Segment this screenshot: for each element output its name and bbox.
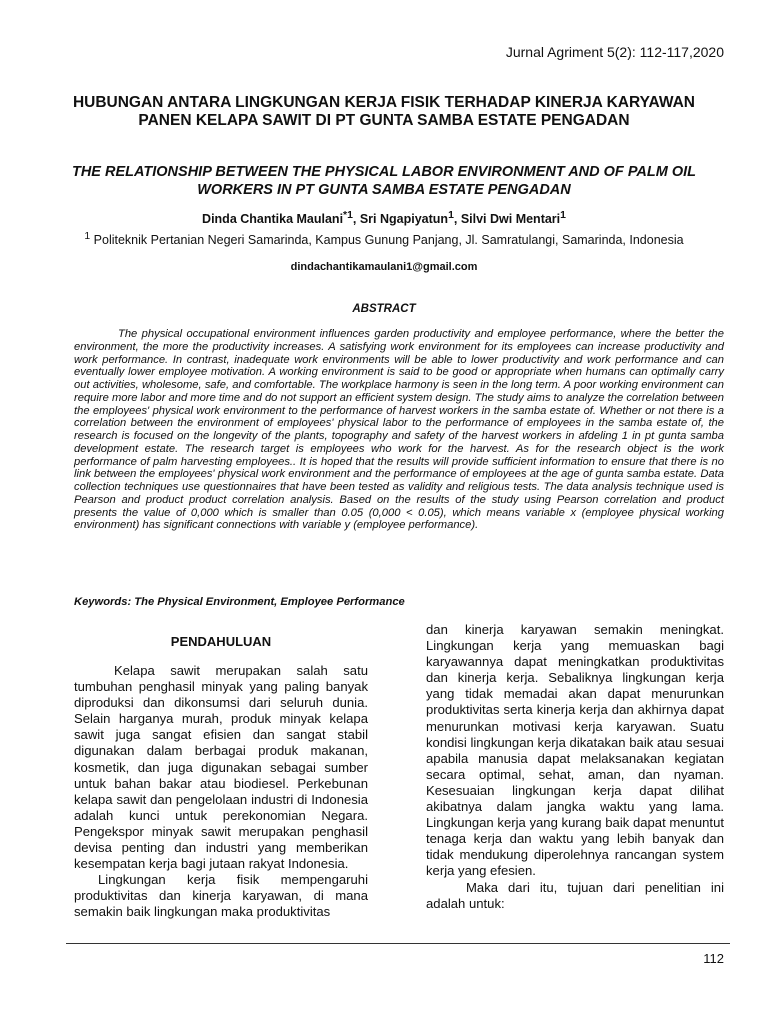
abstract-heading: ABSTRACT (352, 303, 416, 315)
author-affiliation-mark: 1 (448, 210, 454, 221)
affiliation (70, 229, 698, 248)
page-number: 112 (703, 951, 724, 966)
author-name: Dinda Chantika Maulani (202, 212, 344, 227)
author-name: Silvi Dwi Mentari (460, 212, 561, 227)
body-paragraph: Maka dari itu, tujuan dari penelitian ini adalah untuk: (426, 879, 724, 911)
keywords: Keywords: The Physical Environment, Employee Performance (74, 596, 405, 608)
author-separator: , (352, 212, 360, 227)
affiliation-text: Politeknik Pertanian Negeri Samarinda, Kampus Gunung Panjang, Jl. Samratulangi, Samarinda, Indonesia (90, 233, 684, 248)
paper-title-english: THE RELATIONSHIP BETWEEN THE PHYSICAL LABOR ENVIRONMENT AND OF PALM OIL WORKERS IN PT GUNTA SAMBA ESTATE PENGADAN (71, 164, 697, 198)
author-affiliation-mark: 1 (560, 210, 566, 221)
right-column (426, 622, 724, 912)
author-affiliation-mark: *1 (343, 210, 353, 221)
section-heading: PENDAHULUAN (170, 634, 272, 649)
affiliation-mark: 1 (84, 231, 91, 242)
paper-title-indonesian: HUBUNGAN ANTARA LINGKUNGAN KERJA FISIK TERHADAP KINERJA KARYAWAN PANEN KELAPA SAWIT DI PT GUNTA SAMBA ESTATE PENGADAN (72, 94, 696, 129)
footer-divider (66, 943, 730, 944)
journal-reference: Jurnal Agriment 5(2): 112-117,2020 (505, 44, 724, 60)
abstract-body: The physical occupational environment influences garden productivity and employee performance, where the better the environment, the more the productivity increases. A satisfying work environment for its employees can increase productivity and work performance. In contrast, inadequate work environments will be able to lower productivity and work performance and can eventually lower employee motivation. A working environment is said to be good or appropriate when humans can optimally carry out activities, wholesome, safe, and comfortable. The workplace harmony is seen in the long term. A poor working environment can require more labor and more time and do not support an efficient system design. The study aims to analyze the correlation between the employees' physical work environment to the performance of harvest workers in the samba estate of. Whether or not there is a correlation between the environment of employees' physical labor to the performance of employees in the samba estate of, the research is focused on the longevity of the plants, topography and safety of the harvest workers in afdeling 1 in pt gunta samba development estate. The research target is employees who work for the harvest. As for the research object is the work performance of palm harvesting employees.. It is hoped that the results will provide sufficient information to ensure that there is no link between the employees' physical work environment and the performance of employees at the age of gunta samba estate. Data collection techniques use questionnaires that have been tested as validity and religious tests. The data analysis technique used is Pearson and product product correlation analysis. Based on the results of the study using Pearson correlation and product presents the value of 0,000 which is smaller than 0.05 (0,000 < 0.05), which means variable x (employee physical working environment) has significant connections with variable y (employee performance). (74, 328, 724, 532)
body-paragraph: Kelapa sawit merupakan salah satu tumbuhan penghasil minyak yang paling banyak diproduksi dan dikonsumsi dari seluruh dunia. Selain harganya murah, produk minyak kelapa sawit juga sangat efisien dan sangat stabil digunakan dalam berbagai produk makanan, kosmetik, dan juga digunakan sebagai sumber untuk bahan bakar atau biodiesel. Perkebunan kelapa sawit dan pengelolaan industri di Indonesia adalah kunci untuk perekonomian Negara. Pengekspor minyak sawit merupakan penghasil devisa penting dan industri yang memberikan kesempatan kerja bagi jutaan rakyat Indonesia. (74, 663, 368, 872)
author-list (70, 210, 698, 226)
author-name: Sri Ngapiyatun (359, 212, 449, 227)
body-paragraph: Lingkungan kerja fisik mempengaruhi produktivitas dan kinerja karyawan, di mana semakin baik lingkungan maka produktivitas (74, 872, 368, 920)
author-separator: , (453, 212, 461, 227)
left-column (74, 634, 368, 921)
corresponding-email: dindachantikamaulani1@gmail.com (290, 261, 478, 273)
body-paragraph: dan kinerja karyawan semakin meningkat. Lingkungan kerja yang memuaskan bagi karyawannya dapat meningkatkan produktivitas dan kinerja kerja. Sebaliknya lingkungan kerja yang tidak memadai akan dapat menurunkan produktivitas serta kinerja kerja dan akhirnya dapat menurunkan motivasi kerja karyawan. Suatu kondisi lingkungan kerja dikatakan baik atau sesuai apabila manusia dapat melaksanakan kegiatan secara optimal, sehat, aman, dan nyaman. Kesesuaian lingkungan kerja dapat dilihat akibatnya dalam jangka waktu yang lama. Lingkungan kerja yang kurang baik dapat menuntut tenaga kerja dan waktu yang lebih banyak dan tidak mendukung diperolehnya rancangan system kerja yang efesien. (426, 622, 724, 879)
